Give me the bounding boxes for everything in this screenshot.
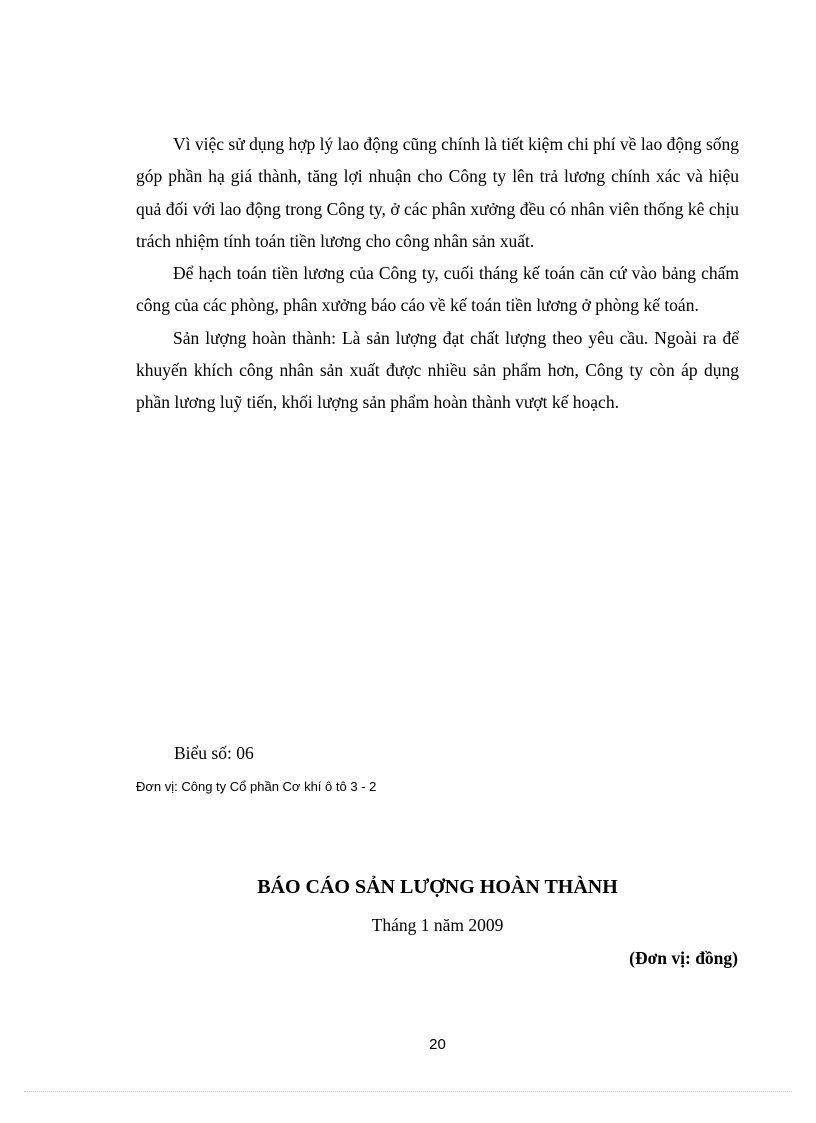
form-number: Biểu số: 06 — [174, 743, 254, 763]
footer-divider — [24, 1091, 792, 1092]
paragraph-2: Để hạch toán tiền lương của Công ty, cuối tháng kế toán căn cứ vào bảng chấm công của các phòng, phân xưởng báo cáo về kế toán tiền lương ở phòng kế toán. — [136, 263, 739, 316]
paragraph-3: Sản lượng hoàn thành: Là sản lượng đạt chất lượng theo yêu cầu. Ngoài ra để khuyến khích công nhân sản xuất được nhiều sản phẩm hơn, Công ty còn áp dụng phần lương luỹ tiến, khối lượng sản phẩm hoàn thành vượt kế hoạch. — [136, 327, 739, 413]
page-number: 20 — [429, 1036, 446, 1053]
report-subtitle: Tháng 1 năm 2009 — [371, 915, 504, 935]
paragraph-1: Vì việc sử dụng hợp lý lao động cũng chính là tiết kiệm chi phí về lao động sống góp phần hạ giá thành, tăng lợi nhuận cho Công ty lên trả lương chính xác và hiệu quả đối với lao động trong Công ty, ở các phân xưởng đều có nhân viên thống kê chịu trách nhiệm tính toán tiền lương cho công nhân sản xuất. — [136, 134, 740, 251]
report-title: BÁO CÁO SẢN LƯỢNG HOÀN THÀNH — [257, 876, 618, 898]
body-text — [136, 128, 739, 419]
report-unit: (Đơn vị: đồng) — [629, 948, 738, 968]
unit-line: Đơn vị: Công ty Cổ phần Cơ khí ô tô 3 - 2 — [136, 779, 377, 794]
